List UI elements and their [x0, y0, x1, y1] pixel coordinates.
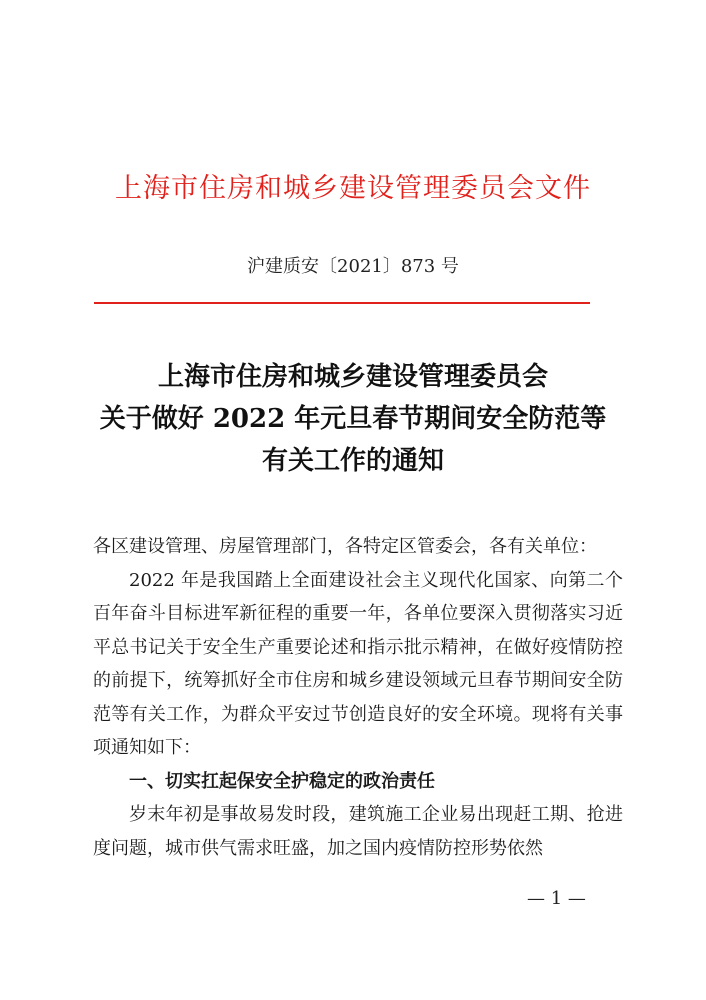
- salutation: 各区建设管理、房屋管理部门，各特定区管委会，各有关单位：: [93, 536, 597, 557]
- red-divider-line: [94, 302, 590, 304]
- document-body: [93, 530, 623, 865]
- title-line-3: 有关工作的通知: [261, 446, 444, 476]
- section-1-paragraph: 岁末年初是事故易发时段，建筑施工企业易出现赶工期、抢进度问题，城市供气需求旺盛，加之国内疫情防控形势依然: [93, 804, 623, 859]
- title-line-1: 上海市住房和城乡建设管理委员会: [157, 362, 548, 392]
- document-number: 沪建质安〔2021〕873 号: [247, 256, 459, 277]
- title-line-2: 关于做好 2022 年元旦春节期间安全防范等: [99, 404, 607, 434]
- intro-paragraph: 2022 年是我国踏上全面建设社会主义现代化国家、向第二个百年奋斗目标进军新征程的重要一年，各单位要深入贯彻落实习近平总书记关于安全生产重要论述和指示批示精神，在做好疫情防控的前提下，统筹抓好全市住房和城乡建设领域元旦春节期间安全防范等有关工作，为群众平安过节创造良好的安全环境。现将有关事项通知如下：: [93, 569, 623, 758]
- issuer-header: 上海市住房和城乡建设管理委员会文件: [115, 173, 591, 204]
- section-1-heading: 一、切实扛起保安全护稳定的政治责任: [129, 770, 435, 792]
- document-title: [60, 356, 646, 482]
- page-number: — 1 —: [527, 888, 586, 909]
